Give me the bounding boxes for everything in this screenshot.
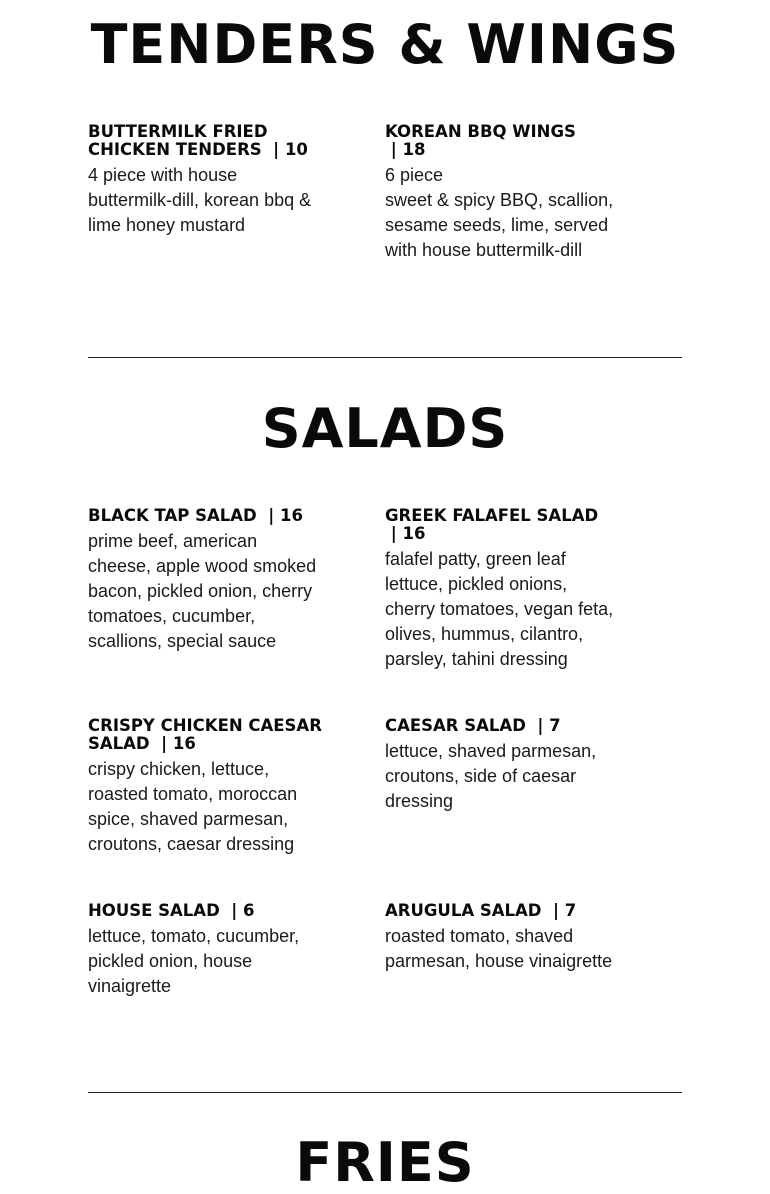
item-description: lettuce, shaved parmesan, croutons, side of caesar dressing bbox=[385, 741, 597, 811]
section-divider bbox=[88, 357, 682, 358]
item-title bbox=[385, 507, 625, 543]
item-name: ARUGULA SALAD bbox=[385, 901, 542, 920]
item-price: | 16 bbox=[390, 524, 426, 543]
item-price: | 7 bbox=[537, 716, 561, 735]
section-title-tenders-wings: TENDERS & WINGS bbox=[90, 13, 680, 76]
menu-item-black-tap-salad bbox=[88, 507, 328, 654]
item-description: crispy chicken, lettuce, roasted tomato, moroccan spice, shaved parmesan, croutons, caesar dressing bbox=[88, 759, 298, 854]
item-name: GREEK FALAFEL SALAD bbox=[385, 506, 599, 525]
item-title bbox=[88, 717, 324, 753]
menu-item-crispy-chicken-caesar bbox=[88, 717, 328, 857]
item-price: | 16 bbox=[268, 506, 303, 525]
item-title bbox=[88, 902, 328, 920]
menu-item-caesar-salad bbox=[385, 717, 625, 814]
item-title bbox=[385, 123, 625, 159]
item-description bbox=[385, 163, 615, 263]
item-description: roasted tomato, shaved parmesan, house vinaigrette bbox=[385, 926, 613, 971]
item-title bbox=[88, 507, 328, 525]
item-price: | 10 bbox=[273, 140, 308, 159]
menu-item-arugula-salad bbox=[385, 902, 625, 974]
item-name: HOUSE SALAD bbox=[88, 901, 220, 920]
section-title-salads: SALADS bbox=[261, 397, 509, 460]
item-name: KOREAN BBQ WINGS bbox=[385, 122, 576, 141]
menu-item-buttermilk-tenders bbox=[88, 123, 328, 238]
item-description: lettuce, tomato, cucumber, pickled onion, house vinaigrette bbox=[88, 926, 300, 996]
menu-item-korean-bbq-wings bbox=[385, 123, 625, 263]
menu-item-greek-falafel-salad bbox=[385, 507, 625, 672]
item-price: | 18 bbox=[390, 140, 426, 159]
item-name: BUTTERMILK FRIED CHICKEN TENDERS bbox=[88, 122, 268, 159]
section-title-fries: FRIES bbox=[295, 1131, 475, 1194]
item-price: | 7 bbox=[552, 901, 577, 920]
menu-item-house-salad bbox=[88, 902, 328, 999]
item-description-line: 6 piece bbox=[385, 165, 444, 185]
item-description-line: sweet & spicy BBQ, scallion, sesame seeds, lime, served with house buttermilk-dill bbox=[385, 190, 614, 260]
item-name: BLACK TAP SALAD bbox=[88, 506, 257, 525]
item-title bbox=[385, 902, 625, 920]
item-description: falafel patty, green leaf lettuce, pickled onions, cherry tomatoes, vegan feta, olives, hummus, cilantro, parsley, tahini dressing bbox=[385, 549, 614, 669]
item-description: 4 piece with house buttermilk-dill, korean bbq & lime honey mustard bbox=[88, 165, 312, 235]
item-description: prime beef, american cheese, apple wood smoked bacon, pickled onion, cherry tomatoes, cucumber, scallions, special sauce bbox=[88, 531, 317, 651]
item-title bbox=[385, 717, 625, 735]
item-name: CRISPY CHICKEN CAESAR SALAD bbox=[88, 716, 322, 753]
item-name: CAESAR SALAD bbox=[385, 716, 526, 735]
item-price: | 6 bbox=[231, 901, 255, 920]
item-price: | 16 bbox=[161, 734, 196, 753]
item-title bbox=[88, 123, 328, 159]
section-divider bbox=[88, 1092, 682, 1093]
